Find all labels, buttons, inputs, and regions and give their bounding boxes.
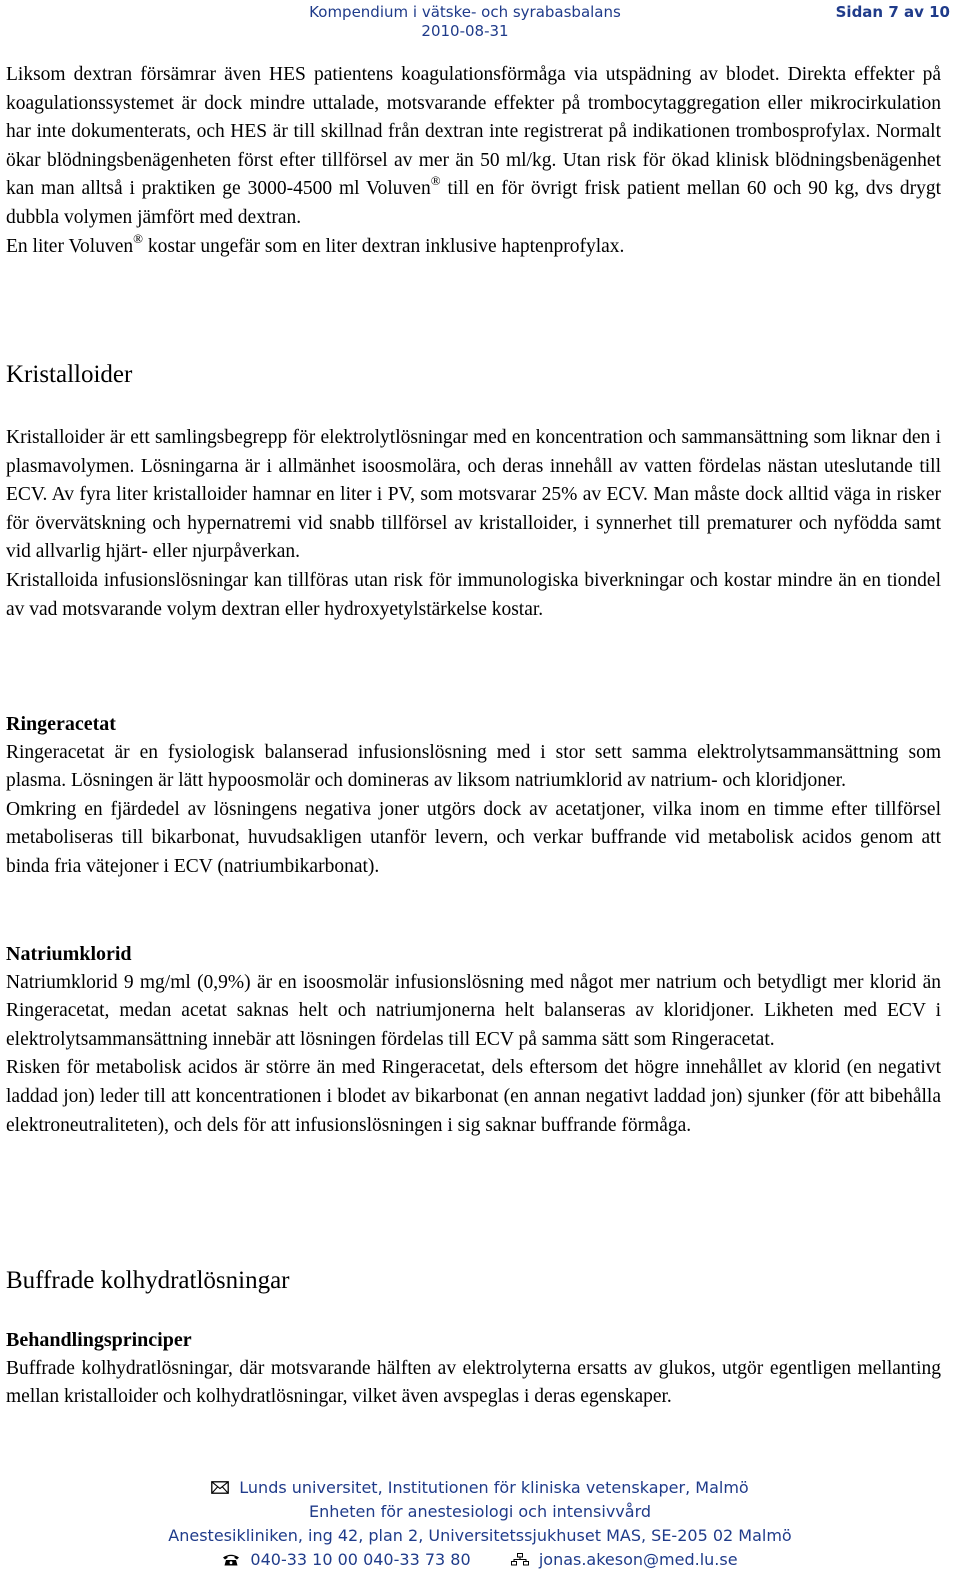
footer-phone: 040-33 10 00 040-33 73 80 [250, 1550, 471, 1569]
network-icon [511, 1553, 529, 1566]
footer-email[interactable]: jonas.akeson@med.lu.se [538, 1550, 738, 1569]
telephone-icon [222, 1553, 240, 1566]
ringeracetat-paragraph-1: Ringeracetat är en fysiologisk balanserad infusionslösning med i stor sett samma elektrolytsammansättning som plasma. Lösningen är lätt hypoosmolär och domineras av liksom natriumklorid av natrium- och kloridjoner. [6, 741, 941, 792]
kristalloider-paragraph-2: Kristalloida infusionslösningar kan tillföras utan risk för immunologiska biverkningar och kostar mindre än en tiondel av vad motsvarande volym dextran eller hydroxyetylstärkelse kostar. [6, 569, 941, 620]
cost-paragraph [6, 230, 941, 262]
natriumklorid-section [6, 940, 941, 1140]
buffrade-paragraph-1: Buffrade kolhydratlösningar, där motsvarande hälften av elektrolyterna ersatts av glukos, utgör egentligen mellanting mellan kristalloider och kolhydratlösningar, vilket även avspeglas i deras egenskaper. [6, 1357, 941, 1408]
registered-mark: ® [430, 173, 441, 189]
intro-text-a: Liksom dextran försämrar även HES patientens koagulationsförmåga via utspädning av blodet. Direkta effekter på koagulationssystemet är dock mindre uttalade, motsvarande effekter på trombocytaggregation eller mikrocirkulation har inte dokumenterats, och HES är till skillnad från dextran inte registrerat på indikationen trombosprofylax. Normalt ökar blödningsbenägenheten först efter tillförsel av mer än 50 ml/kg. Utan risk för ökad klinisk blödningsbenägenhet kan man alltså i praktiken ge 3000-4500 ml Voluven [6, 64, 941, 200]
document-date: 2010-08-31 [421, 22, 509, 40]
footer-line-4 [0, 1548, 960, 1572]
subheading-ringeracetat: Ringeracetat [6, 713, 116, 735]
subheading-natriumklorid: Natriumklorid [6, 943, 132, 965]
intro-text-b: till en för övrigt frisk patient mellan 60 och 90 kg, dvs drygt dubbla volymen jämfört med dextran. [6, 178, 941, 228]
intro-section [6, 61, 941, 261]
kristalloider-paragraph-1: Kristalloider är ett samlingsbegrepp för elektrolytlösningar med en koncentration och sammansättning som liknar den i plasmavolymen. Lösningarna är i allmänhet isoosmolära, och deras innehåll av vatten fördelas nästan uteslutande till ECV. Av fyra liter kristalloider hamnar en liter i PV, som motsvarar 25% av ECV. Man måste dock alltid väga in risker för övervätskning och hypernatremi vid snabb tillförsel av kristalloider, i synnerhet till prematurer och nyfödda samt vid allvarlig hjärt- eller njurpåverkan. [6, 427, 941, 563]
footer-line-1 [0, 1476, 960, 1500]
footer-line-2: Enheten för anestesiologi och intensivvård [308, 1502, 652, 1521]
kristalloider-body [6, 424, 941, 624]
ringeracetat-section [6, 710, 941, 882]
cost-text-b: kostar ungefär som en liter dextran inklusive haptenprofylax. [143, 235, 625, 257]
page-footer [0, 1476, 960, 1572]
document-title: Kompendium i vätske- och syrabasbalans [309, 3, 621, 21]
registered-mark: ® [133, 230, 143, 246]
footer-line-3: Anestesikliniken, ing 42, plan 2, Universitetssjukhuset MAS, SE-205 02 Malmö [168, 1526, 792, 1545]
kristalloider-section [6, 360, 941, 390]
envelope-icon [211, 1481, 229, 1494]
natriumklorid-paragraph-1: Natriumklorid 9 mg/ml (0,9%) är en isoosmolär infusionslösning med något mer natrium och betydligt mer klorid än Ringeracetat, medan acetat saknas helt och natriumjonerna helt balanseras av kloridjoner. Likheten med ECV i elektrolytsammansättning innebär att lösningen fördelas till ECV på samma sätt som Ringeracetat. [6, 971, 941, 1050]
intro-paragraph [6, 61, 941, 233]
cost-text-a: En liter Voluven [6, 235, 134, 257]
natriumklorid-paragraph-2: Risken för metabolisk acidos är större än med Ringeracetat, dels eftersom det högre innehållet av klorid (en negativt laddad jon) leder till att koncentrationen i blodet av bikarbonat (en annan negativt laddad jon) sjunker (för att bibehålla elektroneutraliteten), och dels för att infusionslösningen i sig saknar buffrande förmåga. [6, 1057, 941, 1136]
page-number: Sidan 7 av 10 [835, 3, 950, 21]
section-heading-kristalloider: Kristalloider [6, 361, 133, 388]
section-heading-buffrade: Buffrade kolhydratlösningar [6, 1267, 290, 1294]
ringeracetat-paragraph-2: Omkring en fjärdedel av lösningens negativa joner utgörs dock av acetatjoner, vilka inom en timme efter tillförsel metaboliseras till bikarbonat, huvudsakligen utanför levern, och verkar buffrande vid metabolisk acidos genom att binda fria vätejoner i ECV (natriumbikarbonat). [6, 798, 941, 877]
page-header [0, 0, 960, 44]
subheading-behandlingsprinciper: Behandlingsprinciper [6, 1329, 192, 1351]
footer-university: Lunds universitet, Institutionen för kliniska vetenskaper, Malmö [239, 1478, 749, 1497]
buffrade-body [6, 1326, 941, 1412]
buffrade-section [6, 1266, 941, 1296]
